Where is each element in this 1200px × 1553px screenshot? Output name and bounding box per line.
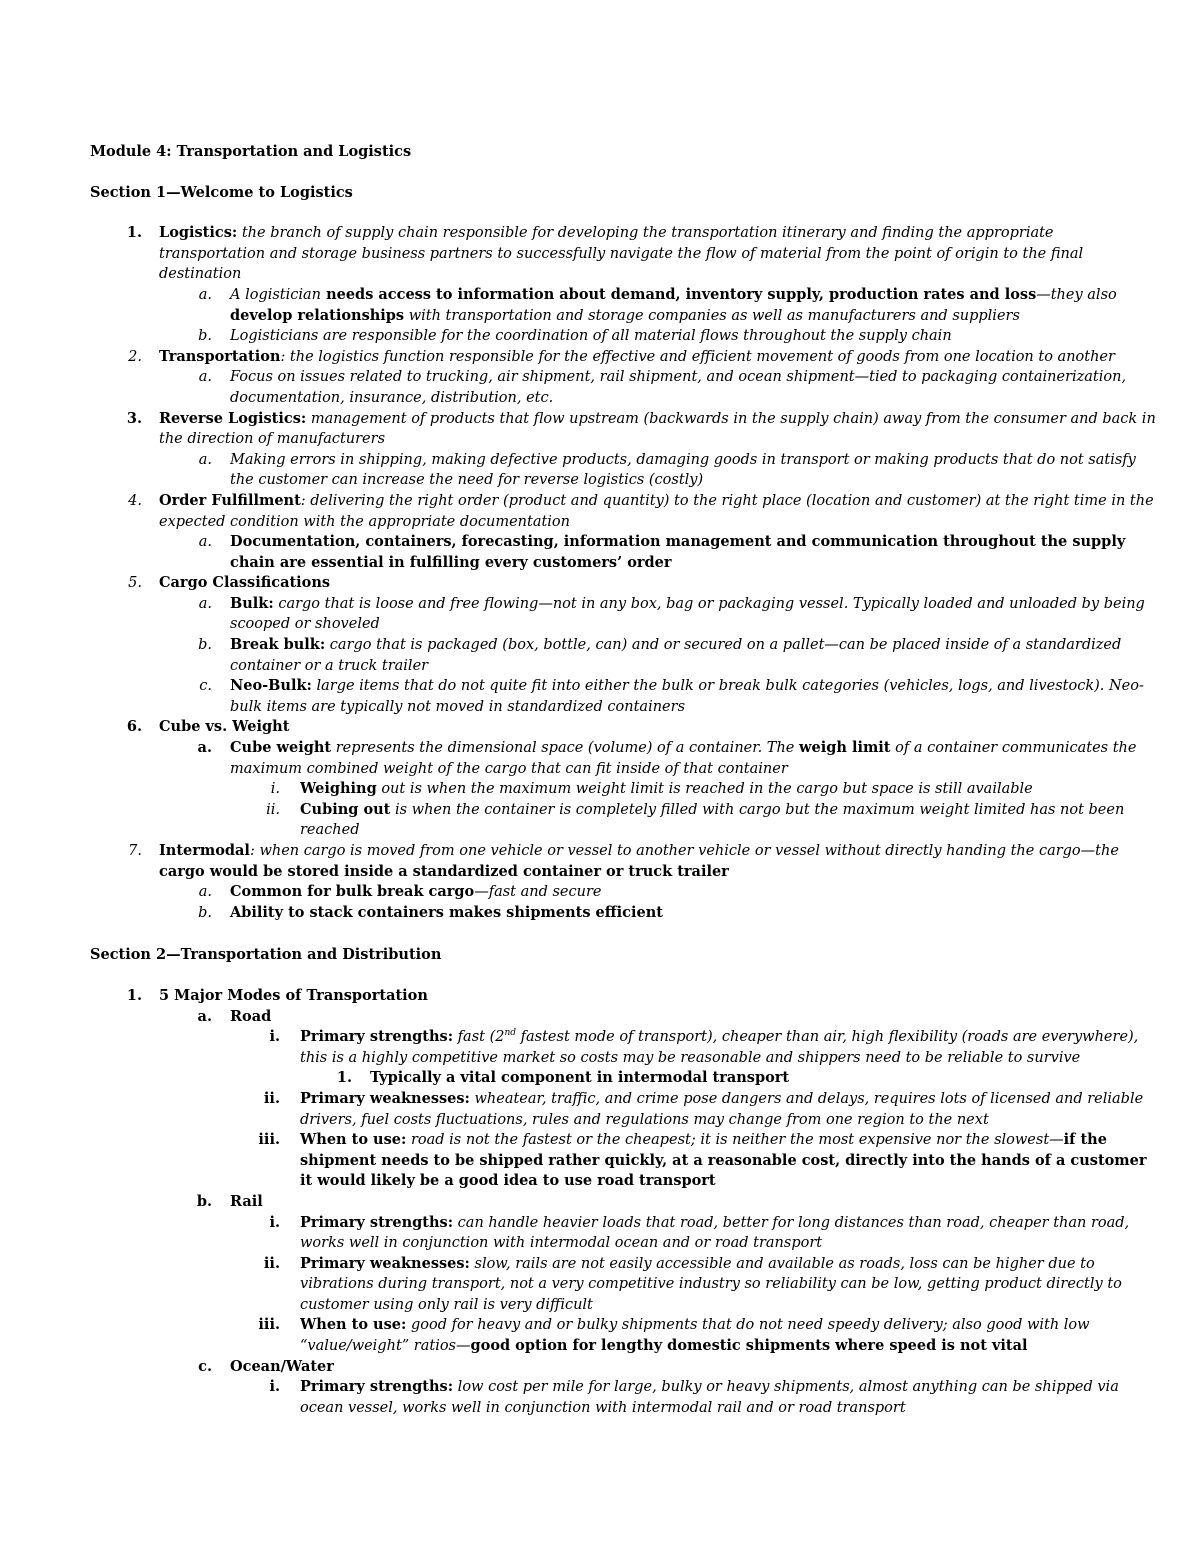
s1-item-cargo-classifications: 5. Cargo Classifications: [128, 574, 331, 592]
s1-item-logistics-b: b. Logisticians are responsible for the coordination of all material flows throughout the supply chain: [198, 328, 952, 345]
s1-item-order-fulfillment-a: a. Documentation, containers, forecasting, information management and communication throughout the supply chain are essential in fulfilling every customers’ order: [198, 533, 1126, 571]
s2-road-strengths-sub1: 1. Typically a vital component in intermodal transport: [336, 1069, 790, 1087]
s2-rail-strengths: i. Primary strengths: can handle heavier loads that road, better for long distances than road, cheaper than road, works well in conjunction with intermodal ocean and or road transport: [269, 1213, 1130, 1252]
term: Logistics:: [159, 224, 238, 242]
s1-item-cubing-out: ii. Cubing out is when the container is completely filled with cargo but the maximum weight limited has not been reached: [266, 800, 1125, 839]
s1-item-intermodal-a: a. Common for bulk break cargo—fast and secure: [198, 883, 602, 901]
s1-item-transportation: 2. Transportation: the logistics function responsible for the effective and efficient movement of goods from one location to another: [128, 347, 1115, 365]
s1-item-cargo-bulk: a. Bulk: cargo that is loose and free flowing—not in any box, bag or packaging vessel. Typically loaded and unloaded by being scooped or shoveled: [198, 594, 1145, 633]
s1-item-weighing-out: i. Weighing out is when the maximum weight limit is reached in the cargo but space is still available: [270, 780, 1033, 798]
s1-item-cube-vs-weight: 6. Cube vs. Weight: [126, 718, 290, 736]
s1-item-reverse-logistics: 3. Reverse Logistics: management of products that flow upstream (backwards in the supply chain) away from the consumer and back in the direction of manufacturers: [126, 409, 1156, 448]
document-title: Module 4: Transportation and Logistics: [90, 143, 412, 160]
s1-item-cargo-break-bulk: b. Break bulk: cargo that is packaged (box, bottle, can) and or secured on a pallet—can be placed inside of a standardized container or a truck trailer: [198, 636, 1122, 674]
s2-mode-rail: b. Rail: [196, 1192, 263, 1210]
s1-item-logistics-a: a. A logistician needs access to information about demand, inventory supply, production rates and loss—they also develop relationships with transportation and storage companies as well as manufacturers and suppliers: [198, 285, 1117, 324]
s1-item-cube-weight-a: a. Cube weight represents the dimensional space (volume) of a container. The weigh limit of a container communicates the maximum combined weight of the cargo that can fit inside of that container: [197, 739, 1137, 777]
s2-mode-ocean: c. Ocean/Water: [198, 1357, 334, 1375]
s2-rail-when-to-use: iii. When to use: good for heavy and or bulky shipments that do not need speedy delivery; also good with low “value/weight” ratios—good option for lengthy domestic shipments where speed is not vital: [258, 1316, 1090, 1355]
section-2-heading: Section 2—Transportation and Distribution: [90, 946, 442, 964]
s2-road-strengths: i. Primary strengths: fast (2nd fastest mode of transport), cheaper than air, high flexibility (roads are everywhere), this is a highly competitive market so costs may be reasonable and shippers need to be reliable to survive: [269, 1028, 1139, 1066]
s2-item-major-modes: 1. 5 Major Modes of Transportation: [126, 986, 428, 1004]
document-page: [90, 142, 1160, 1418]
s2-rail-weaknesses: ii. Primary weaknesses: slow, rails are not easily accessible and available as roads, loss can be higher due to vibrations during transport, not a very competitive industry so reliability can be low, getting product directly to customer using only rail is very difficult: [263, 1254, 1122, 1313]
s2-mode-road: a. Road: [197, 1007, 272, 1025]
s2-road-when-to-use: iii. When to use: road is not the fastest or the cheapest; it is neither the most expensive nor the slowest—if the shipment needs to be shipped rather quickly, at a reasonable cost, directly into the hands of a customer it would likely be a good idea to use road transport: [258, 1131, 1147, 1190]
s2-ocean-strengths: i. Primary strengths: low cost per mile for large, bulky or heavy shipments, almost anything can be shipped via ocean vessel, works well in conjunction with intermodal rail and or road transport: [269, 1378, 1119, 1416]
s1-item-intermodal-b: b. Ability to stack containers makes shipments efficient: [198, 903, 663, 921]
s2-road-weaknesses: ii. Primary weaknesses: wheatear, traffic, and crime pose dangers and delays, requires lots of licensed and reliable drivers, fuel costs fluctuations, rules and regulations may change from one region to the next: [263, 1089, 1144, 1128]
s1-item-intermodal: 7. Intermodal: when cargo is moved from one vehicle or vessel to another vehicle or vessel without directly handing the cargo—the cargo would be stored inside a standardized container or truck trailer: [128, 842, 1119, 880]
s1-item-order-fulfillment: 4. Order Fulfillment: delivering the right order (product and quantity) to the right place (location and customer) at the right time in the expected condition with the appropriate documentation: [128, 491, 1154, 530]
section-1-heading: Section 1—Welcome to Logistics: [90, 183, 353, 201]
s1-item-cargo-neo-bulk: c. Neo-Bulk: large items that do not quite fit into either the bulk or break bulk categories (vehicles, logs, and livestock). Neo-bulk items are typically not moved in standardized containers: [199, 677, 1144, 715]
s1-item-transportation-a: a. Focus on issues related to trucking, air shipment, rail shipment, and ocean shipment—tied to packaging containerization, documentation, insurance, distribution, etc.: [198, 369, 1127, 406]
s1-item-reverse-logistics-a: a. Making errors in shipping, making defective products, damaging goods in transport or making products that do not satisfy the customer can increase the need for reverse logistics (costly): [198, 451, 1136, 489]
s1-item-logistics: 1. Logistics: the branch of supply chain responsible for developing the transportation itinerary and finding the appropriate transportation and storage business partners to successfully navigate the flow of material from the point of origin to the final destination: [126, 224, 1084, 283]
